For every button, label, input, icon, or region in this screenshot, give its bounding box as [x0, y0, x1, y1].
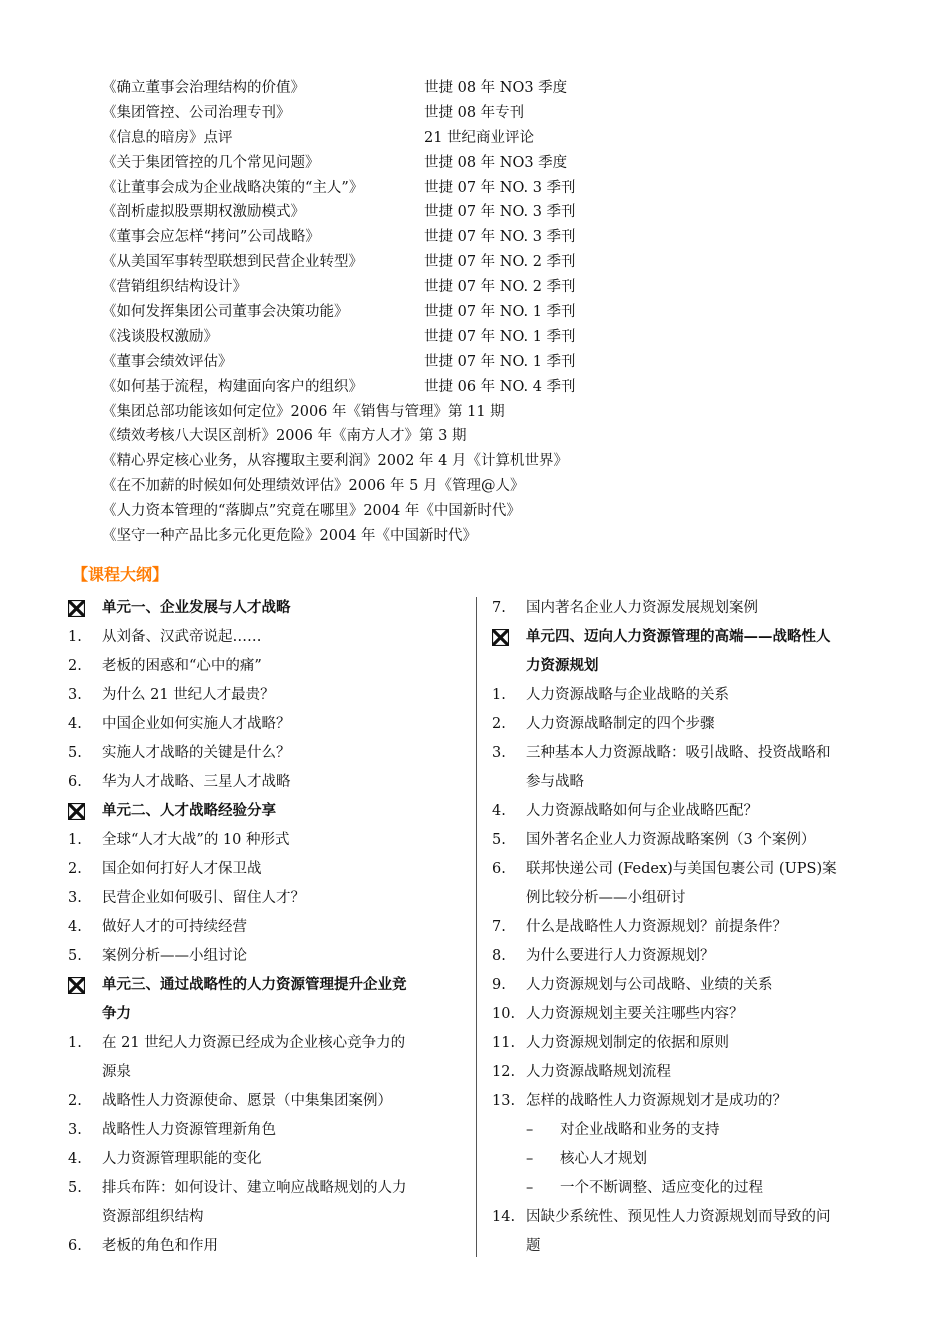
outline-text: 民营企业如何吸引、留住人才？	[102, 890, 305, 906]
item-number: 1.	[68, 629, 82, 645]
publication-title: 《营销组织结构设计》	[102, 279, 247, 296]
outline-item	[492, 1087, 892, 1116]
outline-item	[492, 1058, 892, 1087]
publication-title: 《从美国军事转型联想到民营企业转型》	[102, 254, 363, 271]
outline-subitem	[492, 1174, 892, 1203]
item-number: 2.	[492, 716, 506, 732]
publication-entry	[102, 474, 902, 499]
outline-item	[68, 681, 468, 710]
outline-text: 老板的角色和作用	[102, 1238, 218, 1254]
item-number: 6.	[68, 1238, 82, 1254]
outline-text: 对企业战略和业务的支持	[560, 1122, 720, 1138]
outline-text: 力资源规划	[526, 658, 599, 674]
item-number: 2.	[68, 861, 82, 877]
outline-item	[68, 768, 468, 797]
item-number: 6.	[492, 861, 506, 877]
unit-heading	[68, 797, 468, 826]
outline-item	[492, 1029, 892, 1058]
publication-entry	[102, 400, 902, 425]
outline-text: 怎样的战略性人力资源规划才是成功的？	[526, 1093, 787, 1109]
outline-item	[68, 1058, 468, 1087]
item-number: 3.	[492, 745, 506, 761]
publication-entry	[102, 424, 902, 449]
publication-entry	[102, 300, 902, 325]
publication-source: 世捷 07 年 NO. 1 季刊	[424, 353, 576, 370]
item-number: 2.	[68, 1093, 82, 1109]
publication-entry	[102, 225, 902, 250]
publication-title: 《集团总部功能该如何定位》2006 年《销售与管理》第 11 期	[102, 403, 505, 420]
outline-text: 为什么 21 世纪人才最贵？	[102, 687, 275, 703]
outline-subitem	[492, 1145, 892, 1174]
outline-text: 国内著名企业人力资源发展规划案例	[526, 600, 758, 616]
publication-source: 世捷 08 年 NO3 季度	[424, 154, 568, 171]
outline-item	[492, 681, 892, 710]
item-number: 5.	[492, 832, 506, 848]
publication-source: 世捷 07 年 NO. 2 季刊	[424, 279, 576, 296]
publication-entry	[102, 176, 902, 201]
item-number: 4.	[492, 803, 506, 819]
outline-text: 人力资源战略规划流程	[526, 1064, 671, 1080]
publication-entry	[102, 151, 902, 176]
unit-heading	[492, 623, 892, 652]
publication-title: 《确立董事会治理结构的价值》	[102, 80, 305, 96]
outline-item	[68, 1232, 468, 1261]
publication-title: 《如何发挥集团公司董事会决策功能》	[102, 304, 349, 321]
square-x-marker-icon	[68, 600, 85, 617]
item-number: 8.	[492, 948, 506, 964]
outline-text: 资源部组织结构	[102, 1209, 204, 1225]
unit-heading	[492, 652, 892, 681]
publication-title: 《董事会绩效评估》	[102, 353, 233, 370]
publication-source: 世捷 08 年专刊	[424, 104, 525, 121]
outline-left-column	[68, 594, 468, 1261]
publication-title: 《董事会应怎样“拷问”公司战略》	[102, 229, 320, 246]
outline-item	[492, 797, 892, 826]
outline-text: 例比较分析——小组研讨	[526, 890, 686, 906]
item-number: 4.	[68, 716, 82, 732]
outline-text: 为什么要进行人力资源规划？	[526, 948, 715, 964]
outline-text: 人力资源规划与公司战略、业绩的关系	[526, 977, 773, 993]
publication-source: 世捷 06 年 NO. 4 季刊	[424, 378, 576, 395]
publication-source: 世捷 07 年 NO. 3 季刊	[424, 179, 576, 196]
outline-right-column	[492, 594, 892, 1261]
publication-source: 21 世纪商业评论	[424, 129, 535, 146]
outline-text: 人力资源规划制定的依据和原则	[526, 1035, 729, 1051]
outline-text: 人力资源战略与企业战略的关系	[526, 687, 729, 703]
item-number: 4.	[68, 919, 82, 935]
outline-text: 人力资源战略制定的四个步骤	[526, 716, 715, 732]
unit-heading	[68, 1000, 468, 1029]
square-x-marker-icon	[492, 629, 509, 646]
item-number: 5.	[68, 1180, 82, 1196]
publication-entry	[102, 350, 902, 375]
outline-item	[68, 913, 468, 942]
outline-text: 三种基本人力资源战略：吸引战略、投资战略和	[526, 745, 831, 761]
square-x-marker-icon	[68, 803, 85, 820]
outline-text: 参与战略	[526, 774, 584, 790]
outline-text: 中国企业如何实施人才战略？	[102, 716, 291, 732]
outline-text: 国企如何打好人才保卫战	[102, 861, 262, 877]
outline-text: 源泉	[102, 1064, 131, 1080]
item-number: 7.	[492, 600, 506, 616]
publication-source: 世捷 07 年 NO. 1 季刊	[424, 328, 576, 345]
outline-item	[492, 1000, 892, 1029]
course-outline-heading: 【课程大纲】	[72, 565, 169, 584]
outline-item	[68, 652, 468, 681]
outline-text: 战略性人力资源使命、愿景（中集集团案例）	[102, 1093, 392, 1109]
outline-text: 人力资源战略如何与企业战略匹配？	[526, 803, 758, 819]
outline-item	[68, 623, 468, 652]
outline-text: 单元一、企业发展与人才战略	[102, 600, 291, 616]
publication-source: 世捷 07 年 NO. 3 季刊	[424, 204, 576, 221]
publication-title: 《关于集团管控的几个常见问题》	[102, 154, 320, 171]
outline-item	[492, 1203, 892, 1232]
publication-entry	[102, 524, 902, 549]
item-number: 7.	[492, 919, 506, 935]
outline-item	[68, 1174, 468, 1203]
outline-text: 一个不断调整、适应变化的过程	[560, 1180, 763, 1196]
publication-title: 《坚守一种产品比多元化更危险》2004 年《中国新时代》	[102, 528, 478, 545]
outline-item	[68, 1087, 468, 1116]
publication-entry	[102, 275, 902, 300]
outline-item	[492, 594, 892, 623]
publication-title: 《在不加薪的时候如何处理绩效评估》2006 年 5 月《管理@人》	[102, 478, 525, 495]
publication-title: 《让董事会成为企业战略决策的“主人”》	[102, 179, 364, 196]
outline-text: 在 21 世纪人力资源已经成为企业核心竞争力的	[102, 1035, 406, 1051]
publication-entry	[102, 200, 902, 225]
outline-text: 国外著名企业人力资源战略案例（3 个案例）	[526, 832, 816, 848]
subitem-dash: –	[526, 1151, 534, 1167]
outline-text: 单元三、通过战略性的人力资源管理提升企业竞	[102, 977, 407, 993]
publication-title: 《信息的暗房》点评	[102, 129, 233, 146]
outline-text: 人力资源规划主要关注哪些内容？	[526, 1006, 744, 1022]
item-number: 2.	[68, 658, 82, 674]
publication-entry	[102, 375, 902, 400]
outline-text: 全球“人才大战”的 10 种形式	[102, 832, 290, 848]
outline-text: 从刘备、汉武帝说起……	[102, 629, 262, 645]
publication-entry	[102, 126, 902, 151]
outline-item	[68, 1029, 468, 1058]
outline-item	[492, 826, 892, 855]
item-number: 10.	[492, 1006, 516, 1022]
outline-item	[68, 710, 468, 739]
outline-item	[68, 1116, 468, 1145]
outline-text: 单元二、人才战略经验分享	[102, 803, 276, 819]
outline-text: 排兵布阵：如何设计、建立响应战略规划的人力	[102, 1180, 407, 1196]
unit-heading	[68, 594, 468, 623]
outline-item	[492, 739, 892, 768]
item-number: 1.	[68, 832, 82, 848]
publication-title: 《如何基于流程，构建面向客户的组织》	[102, 378, 363, 395]
outline-item	[492, 855, 892, 884]
publication-entry	[102, 76, 902, 101]
outline-item	[492, 971, 892, 1000]
outline-item	[492, 942, 892, 971]
item-number: 3.	[68, 687, 82, 703]
outline-text: 争力	[102, 1006, 131, 1022]
outline-item	[492, 1232, 892, 1261]
outline-item	[492, 884, 892, 913]
outline-item	[492, 710, 892, 739]
publication-source: 世捷 07 年 NO. 3 季刊	[424, 229, 576, 246]
publication-list	[102, 76, 902, 549]
publication-title: 《浅谈股权激励》	[102, 328, 218, 345]
unit-heading	[68, 971, 468, 1000]
publication-entry	[102, 101, 902, 126]
outline-text: 战略性人力资源管理新角色	[102, 1122, 276, 1138]
item-number: 4.	[68, 1151, 82, 1167]
outline-text: 做好人才的可持续经营	[102, 919, 247, 935]
outline-item	[492, 913, 892, 942]
item-number: 6.	[68, 774, 82, 790]
publication-entry	[102, 250, 902, 275]
publication-source: 世捷 07 年 NO. 2 季刊	[424, 254, 576, 271]
outline-text: 单元四、迈向人力资源管理的高端——战略性人	[526, 629, 831, 645]
outline-text: 核心人才规划	[560, 1151, 647, 1167]
outline-item	[68, 1145, 468, 1174]
item-number: 3.	[68, 890, 82, 906]
outline-item	[68, 942, 468, 971]
publication-title: 《集团管控、公司治理专刊》	[102, 104, 291, 121]
publication-entry	[102, 325, 902, 350]
outline-text: 联邦快递公司 (Fedex)与美国包裹公司 (UPS)案	[526, 861, 837, 877]
outline-item	[68, 1203, 468, 1232]
item-number: 9.	[492, 977, 506, 993]
item-number: 1.	[492, 687, 506, 703]
item-number: 3.	[68, 1122, 82, 1138]
outline-item	[492, 768, 892, 797]
publication-title: 《精心界定核心业务，从容攫取主要利润》2002 年 4 月《计算机世界》	[102, 453, 568, 470]
item-number: 13.	[492, 1093, 516, 1109]
outline-item	[68, 826, 468, 855]
item-number: 5.	[68, 948, 82, 964]
outline-text: 华为人才战略、三星人才战略	[102, 774, 291, 790]
item-number: 11.	[492, 1035, 516, 1051]
subitem-dash: –	[526, 1180, 534, 1196]
publication-entry	[102, 449, 902, 474]
item-number: 1.	[68, 1035, 82, 1051]
outline-text: 老板的困惑和“心中的痛”	[102, 658, 262, 674]
publication-title: 《剖析虚拟股票期权激励模式》	[102, 204, 305, 221]
outline-text: 人力资源管理职能的变化	[102, 1151, 262, 1167]
outline-text: 实施人才战略的关键是什么？	[102, 745, 291, 761]
item-number: 12.	[492, 1064, 516, 1080]
publication-source: 世捷 08 年 NO3 季度	[424, 80, 568, 96]
publication-entry	[102, 499, 902, 524]
outline-item	[68, 884, 468, 913]
subitem-dash: –	[526, 1122, 534, 1138]
item-number: 5.	[68, 745, 82, 761]
outline-text: 题	[526, 1238, 541, 1254]
outline-text: 什么是战略性人力资源规划？前提条件？	[526, 919, 787, 935]
outline-item	[68, 855, 468, 884]
outline-text: 案例分析——小组讨论	[102, 948, 247, 964]
publication-title: 《人力资本管理的“落脚点”究竟在哪里》2004 年《中国新时代》	[102, 503, 521, 520]
publication-source: 世捷 07 年 NO. 1 季刊	[424, 304, 576, 321]
outline-text: 因缺少系统性、预见性人力资源规划而导致的问	[526, 1209, 831, 1225]
item-number: 14.	[492, 1209, 516, 1225]
publication-title: 《绩效考核八大误区剖析》2006 年《南方人才》第 3 期	[102, 428, 467, 445]
column-divider	[476, 597, 477, 1257]
square-x-marker-icon	[68, 977, 85, 994]
outline-subitem	[492, 1116, 892, 1145]
outline-item	[68, 739, 468, 768]
